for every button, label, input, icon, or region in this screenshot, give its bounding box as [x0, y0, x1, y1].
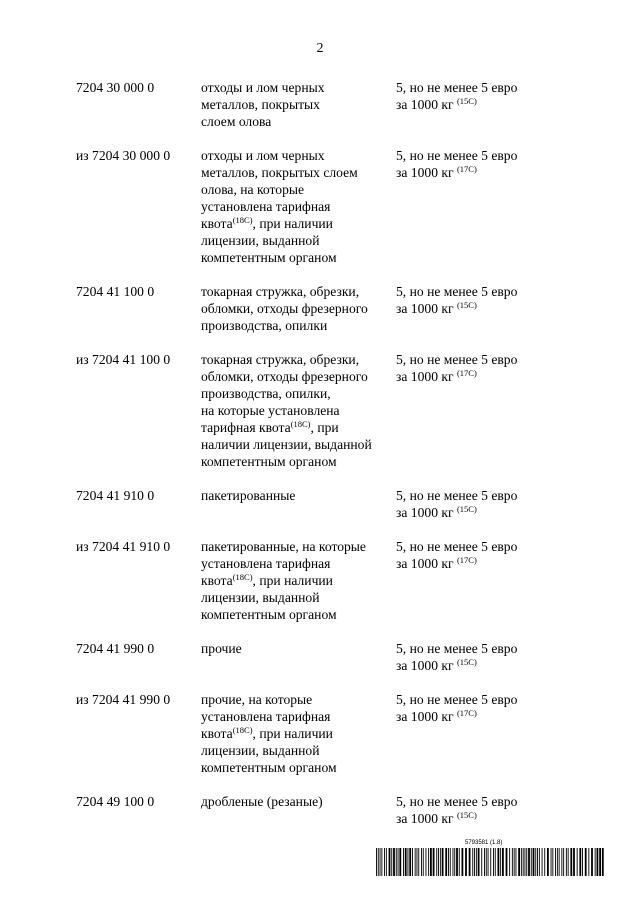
description-line	[201, 640, 396, 657]
hs-code: 7204 30 000 0	[76, 80, 155, 95]
rate-text: 5, но не менее 5 евро	[396, 148, 518, 163]
goods-description	[201, 538, 396, 623]
description-line	[201, 147, 396, 164]
description-line	[201, 164, 396, 181]
description-text: обломки, отходы фрезерного	[201, 369, 368, 384]
description-line	[201, 487, 396, 504]
description-text: , при наличии	[252, 726, 333, 741]
tariff-row	[76, 487, 576, 521]
goods-description	[201, 640, 396, 674]
hs-code: из 7204 41 910 0	[76, 539, 171, 554]
description-text: компетентным органом	[201, 454, 337, 469]
footnote-ref: (15С)	[456, 657, 477, 667]
rate-text: 5, но не менее 5 евро	[396, 284, 518, 299]
rate-line	[396, 368, 556, 385]
hs-code: из 7204 41 100 0	[76, 352, 171, 367]
description-text: металлов, покрытых слоем	[201, 165, 358, 180]
footnote-ref: (18С)	[232, 725, 253, 735]
description-text: квота	[201, 216, 233, 231]
tariff-row	[76, 79, 576, 130]
rate-text: за 1000 кг	[396, 709, 457, 724]
hs-code: из 7204 41 990 0	[76, 692, 171, 707]
duty-rate	[396, 79, 556, 130]
description-text: компетентным органом	[201, 607, 337, 622]
description-line	[201, 198, 396, 215]
description-line	[201, 317, 396, 334]
description-text: квота	[201, 726, 233, 741]
description-text: дробленые (резаные)	[201, 794, 323, 809]
description-text: наличии лицензии, выданной	[201, 437, 372, 452]
description-text: токарная стружка, обрезки,	[201, 352, 360, 367]
rate-text: за 1000 кг	[396, 97, 457, 112]
description-text: лицензии, выданной	[201, 743, 320, 758]
hs-code: 7204 41 100 0	[76, 284, 155, 299]
rate-line	[396, 793, 556, 810]
description-text: квота	[201, 573, 233, 588]
description-line	[201, 79, 396, 96]
description-line	[201, 793, 396, 810]
footnote-ref: (17С)	[456, 555, 477, 565]
hs-code: 7204 41 910 0	[76, 488, 155, 503]
rate-text: за 1000 кг	[396, 369, 457, 384]
footnote-ref: (15С)	[456, 810, 477, 820]
description-line	[201, 232, 396, 249]
footnote-ref: (15С)	[456, 504, 477, 514]
rate-text: за 1000 кг	[396, 811, 457, 826]
barcode	[376, 848, 606, 876]
footnote-ref: (17С)	[456, 164, 477, 174]
description-line	[201, 283, 396, 300]
description-text: , при наличии	[252, 573, 333, 588]
footnote-ref: (15С)	[456, 96, 477, 106]
description-line	[201, 419, 396, 436]
goods-description	[201, 351, 396, 470]
rate-line	[396, 810, 556, 827]
description-line	[201, 181, 396, 198]
rate-line	[396, 96, 556, 113]
footnote-ref: (15С)	[456, 300, 477, 310]
description-text: компетентным органом	[201, 760, 337, 775]
description-text: обломки, отходы фрезерного	[201, 301, 368, 316]
description-text: на которые установлена	[201, 403, 340, 418]
tariff-row	[76, 640, 576, 674]
rate-text: 5, но не менее 5 евро	[396, 539, 518, 554]
goods-description	[201, 79, 396, 130]
description-line	[201, 555, 396, 572]
description-line	[201, 351, 396, 368]
rate-line	[396, 300, 556, 317]
rate-text: 5, но не менее 5 евро	[396, 80, 518, 95]
rate-line	[396, 487, 556, 504]
description-line	[201, 402, 396, 419]
footnote-ref: (18С)	[290, 419, 311, 429]
rate-text: 5, но не менее 5 евро	[396, 641, 518, 656]
description-line	[201, 708, 396, 725]
rate-text: 5, но не менее 5 евро	[396, 488, 518, 503]
description-text: пакетированные, на которые	[201, 539, 366, 554]
rate-text: 5, но не менее 5 евро	[396, 692, 518, 707]
hs-code: 7204 49 100 0	[76, 794, 155, 809]
description-line	[201, 249, 396, 266]
description-line	[201, 436, 396, 453]
page-number: 2	[316, 41, 324, 56]
description-line	[201, 368, 396, 385]
document-footer	[376, 840, 606, 880]
duty-rate	[396, 351, 556, 470]
description-text: производства, опилки	[201, 318, 328, 333]
goods-description	[201, 283, 396, 334]
description-text: олова, на которые	[201, 182, 305, 197]
description-text: компетентным органом	[201, 250, 337, 265]
description-text: установлена тарифная	[201, 199, 331, 214]
goods-description	[201, 487, 396, 521]
description-text: лицензии, выданной	[201, 590, 320, 605]
duty-rate	[396, 691, 556, 776]
footnote-ref: (17С)	[456, 368, 477, 378]
description-line	[201, 385, 396, 402]
description-text: отходы и лом черных	[201, 148, 325, 163]
description-line	[201, 96, 396, 113]
description-line	[201, 691, 396, 708]
barcode-id: 5793581 (1.8)	[465, 840, 503, 846]
rate-line	[396, 657, 556, 674]
duty-rate	[396, 640, 556, 674]
description-line	[201, 538, 396, 555]
rate-line	[396, 351, 556, 368]
description-text: прочие	[201, 641, 242, 656]
rate-text: за 1000 кг	[396, 556, 457, 571]
rate-line	[396, 555, 556, 572]
tariff-row	[76, 147, 576, 266]
hs-code: 7204 41 990 0	[76, 641, 155, 656]
description-line	[201, 725, 396, 742]
description-line	[201, 572, 396, 589]
rate-text: 5, но не менее 5 евро	[396, 794, 518, 809]
rate-text: за 1000 кг	[396, 301, 457, 316]
description-text: прочие, на которые	[201, 692, 313, 707]
description-line	[201, 113, 396, 130]
rate-line	[396, 640, 556, 657]
description-text: установлена тарифная	[201, 709, 331, 724]
description-line	[201, 742, 396, 759]
footnote-ref: (17С)	[456, 708, 477, 718]
description-text: лицензии, выданной	[201, 233, 320, 248]
description-text: металлов, покрытых	[201, 97, 320, 112]
description-text: установлена тарифная	[201, 556, 331, 571]
footnote-ref: (18С)	[232, 572, 253, 582]
tariff-row	[76, 793, 576, 827]
description-line	[201, 759, 396, 776]
description-text: пакетированные	[201, 488, 296, 503]
duty-rate	[396, 793, 556, 827]
hs-code: из 7204 30 000 0	[76, 148, 171, 163]
tariff-row	[76, 351, 576, 470]
rate-line	[396, 691, 556, 708]
rate-text: за 1000 кг	[396, 505, 457, 520]
goods-description	[201, 147, 396, 266]
description-text: производства, опилки,	[201, 386, 331, 401]
footnote-ref: (18С)	[232, 215, 253, 225]
duty-rate	[396, 487, 556, 521]
tariff-row	[76, 691, 576, 776]
rate-line	[396, 538, 556, 555]
description-text: , при наличии	[252, 216, 333, 231]
rate-line	[396, 79, 556, 96]
tariff-row	[76, 283, 576, 334]
goods-description	[201, 793, 396, 827]
rate-line	[396, 147, 556, 164]
duty-rate	[396, 538, 556, 623]
rate-text: за 1000 кг	[396, 658, 457, 673]
duty-rate	[396, 283, 556, 334]
description-text: слоем олова	[201, 114, 272, 129]
rate-line	[396, 283, 556, 300]
description-line	[201, 215, 396, 232]
description-text: , при	[310, 420, 339, 435]
tariff-table	[76, 79, 576, 844]
goods-description	[201, 691, 396, 776]
rate-line	[396, 708, 556, 725]
rate-text: за 1000 кг	[396, 165, 457, 180]
description-line	[201, 589, 396, 606]
description-line	[201, 300, 396, 317]
rate-line	[396, 164, 556, 181]
description-line	[201, 453, 396, 470]
description-text: токарная стружка, обрезки,	[201, 284, 360, 299]
tariff-row	[76, 538, 576, 623]
duty-rate	[396, 147, 556, 266]
description-line	[201, 606, 396, 623]
description-text: отходы и лом черных	[201, 80, 325, 95]
rate-text: 5, но не менее 5 евро	[396, 352, 518, 367]
description-text: тарифная квота	[201, 420, 291, 435]
rate-line	[396, 504, 556, 521]
